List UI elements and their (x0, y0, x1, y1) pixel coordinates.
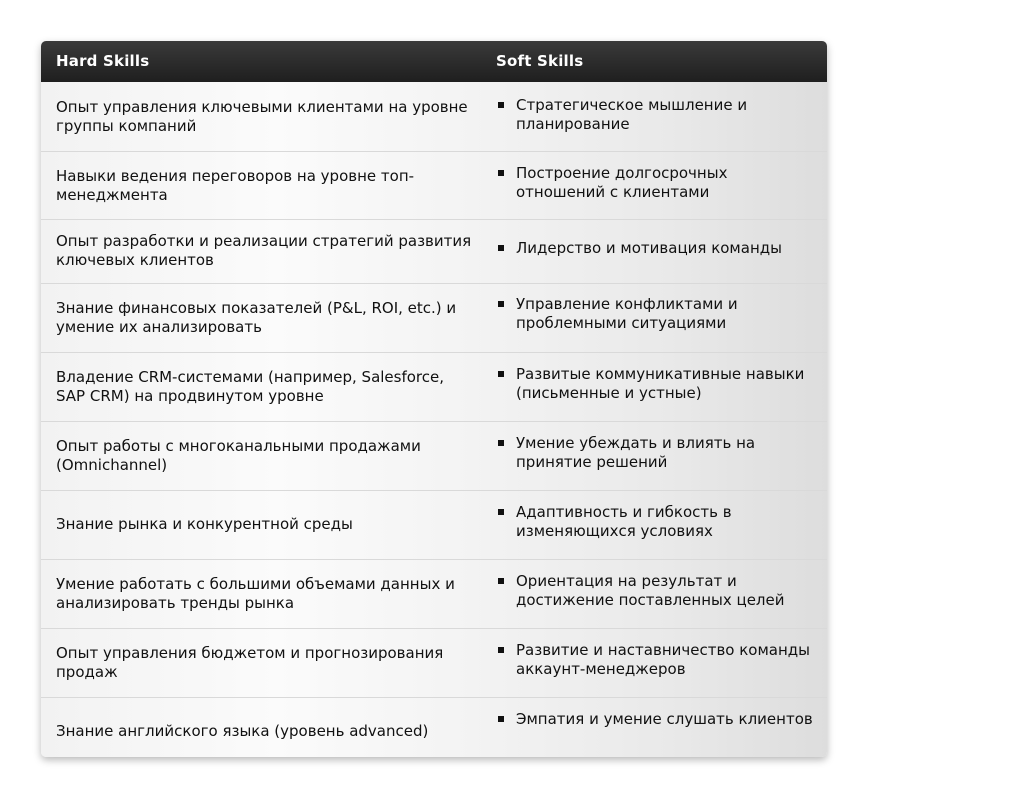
soft-skill-text: Развитые коммуникативные навыки (письменные и устные) (516, 365, 805, 402)
soft-skill-text: Лидерство и мотивация команды (516, 239, 782, 257)
table-row (41, 698, 827, 757)
hard-skill-cell: Умение работать с большими объемами данных и анализировать тренды рынка (56, 575, 455, 612)
table-row (41, 629, 827, 698)
soft-skill-text: Адаптивность и гибкость в изменяющихся условиях (516, 503, 732, 540)
bullet-icon (498, 647, 504, 653)
bullet-icon (498, 578, 504, 584)
soft-skill-cell (516, 641, 816, 679)
hard-skill-cell: Опыт разработки и реализации стратегий развития ключевых клиентов (56, 232, 472, 269)
soft-skill-text: Эмпатия и умение слушать клиентов (516, 710, 813, 728)
soft-skill-text: Развитие и наставничество команды аккаунт-менеджеров (516, 641, 811, 678)
soft-skill-cell (516, 503, 816, 541)
table-row (41, 422, 827, 491)
soft-skill-cell (516, 96, 816, 134)
bullet-icon (498, 245, 504, 251)
soft-skill-cell (516, 164, 816, 202)
bullet-icon (498, 509, 504, 515)
soft-skill-text: Умение убеждать и влиять на принятие решений (516, 434, 756, 471)
bullet-icon (498, 440, 504, 446)
hard-skill-cell: Знание английского языка (уровень advanced) (56, 722, 429, 740)
hard-skill-cell: Опыт управления бюджетом и прогнозирования продаж (56, 644, 444, 681)
soft-skill-text: Построение долгосрочных отношений с клиентами (516, 164, 728, 201)
soft-skill-text: Ориентация на результат и достижение поставленных целей (516, 572, 785, 609)
soft-skill-cell (516, 710, 816, 729)
hard-skill-cell: Знание рынка и конкурентной среды (56, 515, 353, 533)
hard-skill-cell: Опыт работы с многоканальными продажами (Omnichannel) (56, 437, 421, 474)
table-row (41, 353, 827, 422)
table-row (41, 560, 827, 629)
hard-skill-cell: Знание финансовых показателей (P&L, ROI, etc.) и умение их анализировать (56, 299, 457, 336)
table-row (41, 284, 827, 353)
hard-skill-cell: Опыт управления ключевыми клиентами на уровне группы компаний (56, 98, 468, 135)
soft-skill-cell (516, 572, 816, 610)
table-body (41, 82, 827, 757)
table-row (41, 82, 827, 152)
hard-skill-cell: Владение CRM-системами (например, Salesforce, SAP CRM) на продвинутом уровне (56, 368, 445, 405)
soft-skill-text: Стратегическое мышление и планирование (516, 96, 748, 133)
bullet-icon (498, 170, 504, 176)
soft-skill-cell (516, 295, 816, 333)
soft-skill-text: Управление конфликтами и проблемными ситуациями (516, 295, 738, 332)
table-row (41, 152, 827, 220)
bullet-icon (498, 102, 504, 108)
table-row (41, 491, 827, 560)
soft-skill-cell (516, 239, 816, 258)
header-hard-skills: Hard Skills (56, 52, 150, 70)
header-soft-skills: Soft Skills (496, 52, 584, 70)
bullet-icon (498, 371, 504, 377)
table-row (41, 220, 827, 284)
soft-skill-cell (516, 434, 816, 472)
hard-skill-cell: Навыки ведения переговоров на уровне топ-менеджмента (56, 167, 415, 204)
table-header (41, 41, 827, 82)
bullet-icon (498, 716, 504, 722)
soft-skill-cell (516, 365, 816, 403)
skills-table (41, 41, 827, 757)
bullet-icon (498, 301, 504, 307)
